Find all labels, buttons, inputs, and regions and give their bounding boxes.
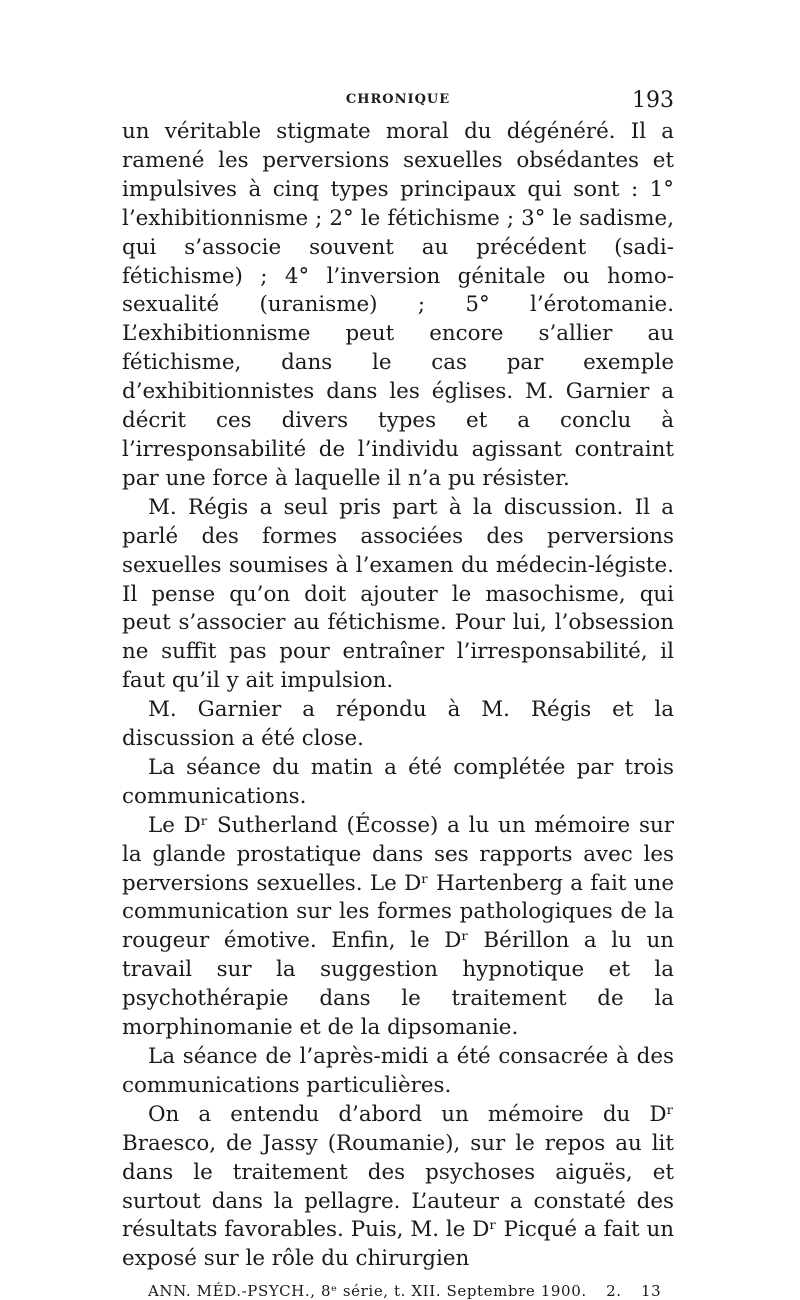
paragraph: La séance de l’après-midi a été consacrée à des communications particulières.	[122, 1044, 674, 1098]
running-title: CHRONIQUE	[345, 92, 451, 107]
paragraph: Le Dʳ Sutherland (Écosse) a lu un mémoire sur la glande prostatique dans ses rapports avec les perversions sexuelles. Le Dʳ Hartenberg a fait une communication sur les formes pathologiques de la rougeur émotive. Enfin, le Dʳ Bérillon a lu un travail sur la suggestion hypnotique et la psychothérapie dans le traitement de la morphinomanie et de la dipsomanie.	[122, 812, 674, 1041]
paragraph: un véritable stigmate moral du dégénéré. Il a ramené les perversions sexuelles obsédantes et impulsives à cinq types principaux qui sont : 1° l’exhibitionnisme ; 2° le fétichisme ; 3° le sadisme, qui s’associe souvent au précédent (sadi-fétichisme) ; 4° l’inversion génitale ou homo-sexualité (uranisme) ; 5° l’érotomanie. L’exhibitionnisme peut encore s’allier au fétichisme, dans le cas par exemple d’exhibitionnistes dans les églises. M. Garnier a décrit ces divers types et a conclu à l’irresponsabilité de l’individu agissant contraint par une force à laquelle il n’a pu résister.	[122, 119, 674, 491]
sheet-number: 13	[640, 1282, 662, 1300]
book-page	[122, 88, 674, 1300]
body-text	[122, 118, 674, 1274]
paragraph: M. Régis a seul pris part à la discussion. Il a parlé des formes associées des perversions sexuelles soumises à l’examen du médecin-légiste. Il pense qu’on doit ajouter le masochisme, qui peut s’associer au fétichisme. Pour lui, l’obsession ne suffit pas pour entraîner l’irresponsabilité, il faut qu’il y ait impulsion.	[122, 494, 674, 694]
paragraph: La séance du matin a été complétée par trois communications.	[122, 754, 674, 809]
page-header	[122, 88, 674, 118]
paragraph: On a entendu d’abord un mémoire du Dʳ Braesco, de Jassy (Roumanie), sur le repos au lit dans le traitement des psychoses aiguës, et surtout dans la pellagre. L’auteur a constaté des résultats favorables. Puis, M. le Dʳ Picqué a fait un exposé sur le rôle du chirurgien	[122, 1101, 674, 1272]
page-footer	[148, 1282, 674, 1300]
paragraph: M. Garnier a répondu à M. Régis et la discussion a été close.	[122, 697, 674, 752]
signature-mark: 2.	[606, 1282, 622, 1300]
page-number: 193	[632, 88, 674, 113]
journal-citation: ANN. MÉD.-PSYCH., 8ᵉ série, t. XII. Septembre 1900.	[148, 1282, 587, 1300]
